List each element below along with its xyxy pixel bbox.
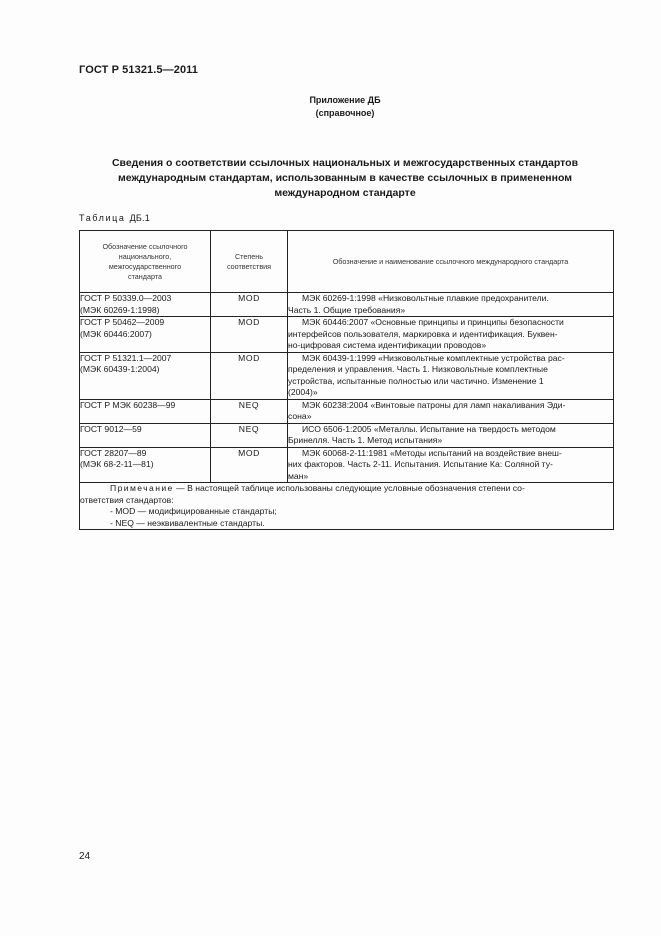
standard-text: ГОСТ Р 51321.1—2007 bbox=[80, 352, 172, 363]
standard-cell bbox=[80, 352, 211, 399]
international-text: (2004)» bbox=[288, 387, 318, 397]
international-text: МЭК 60238:2004 «Винтовые патроны для ламп накаливания Эди- bbox=[302, 399, 566, 410]
international-text: МЭК 60439-1:1999 «Низковольтные комплектные устройства рас- bbox=[302, 352, 565, 363]
table-caption-word: Таблица bbox=[79, 213, 126, 223]
document-title bbox=[90, 156, 600, 201]
international-text: них факторов. Часть 2-11. Испытания. Испытание Ка: Соляной ту- bbox=[288, 459, 553, 469]
header-text: межгосударственного bbox=[108, 261, 182, 271]
table-row bbox=[80, 423, 614, 447]
note-text-continued: ответствия стандартов: bbox=[80, 494, 174, 505]
standard-cell bbox=[80, 293, 211, 317]
standard-text: (МЭК 60446:2007) bbox=[80, 328, 152, 339]
standard-text: (МЭК 68-2-11—81) bbox=[80, 459, 154, 469]
table-header-row bbox=[80, 231, 614, 293]
international-text: интерфейсов пользователя, маркировка и идентификация. Буквен- bbox=[288, 328, 558, 339]
title-line: международном стандарте bbox=[274, 187, 416, 199]
table-caption-number: ДБ.1 bbox=[129, 213, 150, 223]
header-text: Степень bbox=[234, 251, 263, 261]
header-text: стандарта bbox=[127, 271, 162, 281]
standard-text: ГОСТ Р 50462—2009 bbox=[80, 317, 165, 327]
standard-cell bbox=[80, 423, 211, 447]
degree-cell: NEQ bbox=[211, 423, 288, 447]
international-cell bbox=[288, 399, 614, 423]
international-text: ман» bbox=[288, 470, 309, 481]
standard-text: (МЭК 60439-1:2004) bbox=[80, 364, 160, 374]
international-text: Бринелля. Часть 1. Метод испытания» bbox=[288, 435, 443, 445]
standard-text: ГОСТ 28207—89 bbox=[80, 447, 147, 458]
note-text: — В настоящей таблице использованы следующие условные обозначения степени со- bbox=[173, 483, 525, 493]
title-line: Сведения о соответствии ссылочных национальных и межгосударственных стандартов bbox=[111, 157, 579, 169]
table-note-row bbox=[80, 483, 614, 530]
header-degree bbox=[211, 231, 288, 293]
appendix-subtitle: (справочное) bbox=[315, 108, 375, 118]
standard-text: ГОСТ Р МЭК 60238—99 bbox=[80, 399, 176, 410]
standard-text: ГОСТ Р 50339.0—2003 bbox=[80, 293, 172, 303]
international-text: МЭК 60068-2-11:1981 «Методы испытаний на воздействие внеш- bbox=[302, 447, 562, 458]
international-text: пределения и управления. Часть 1. Низковольтные комплектные bbox=[288, 364, 548, 374]
standard-text: ГОСТ 9012—59 bbox=[80, 423, 142, 434]
table-row bbox=[80, 352, 614, 399]
international-text: но-цифровая система идентификации проводов» bbox=[288, 340, 487, 350]
header-text: национального, bbox=[118, 251, 172, 261]
title-line: международным стандартам, использованным в качестве ссылочных в примененном bbox=[117, 172, 573, 184]
correspondence-table bbox=[79, 230, 614, 530]
document-header: ГОСТ Р 51321.5—2011 bbox=[79, 64, 199, 76]
international-cell bbox=[288, 447, 614, 483]
standard-text: (МЭК 60269-1:1998) bbox=[80, 304, 160, 315]
standard-cell bbox=[80, 447, 211, 483]
international-text: МЭК 60446:2007 «Основные принципы и принципы безопасности bbox=[302, 317, 564, 327]
appendix-heading bbox=[280, 94, 410, 120]
degree-cell: MOD bbox=[211, 352, 288, 399]
note-item: - NEQ — неэквивалентные стандарты. bbox=[110, 517, 265, 528]
international-cell bbox=[288, 293, 614, 317]
international-text: Часть 1. Общие требования» bbox=[288, 304, 406, 315]
international-text: МЭК 60269-1:1998 «Низковольтные плавкие предохранители. bbox=[302, 293, 549, 303]
note-first-line bbox=[80, 483, 613, 495]
header-text: Обозначение и наименование ссылочного международного стандарта bbox=[332, 256, 569, 266]
international-cell bbox=[288, 423, 614, 447]
note-label: Примечание bbox=[110, 483, 174, 493]
standard-cell bbox=[80, 317, 211, 353]
degree-cell: MOD bbox=[211, 317, 288, 353]
table-row bbox=[80, 317, 614, 353]
table-note bbox=[80, 483, 614, 530]
international-cell bbox=[288, 317, 614, 353]
header-international bbox=[288, 231, 614, 293]
degree-cell: MOD bbox=[211, 293, 288, 317]
degree-cell: MOD bbox=[211, 447, 288, 483]
note-item: - MOD — модифицированные стандарты; bbox=[110, 506, 277, 516]
table-row bbox=[80, 399, 614, 423]
header-standard bbox=[80, 231, 211, 293]
international-cell bbox=[288, 352, 614, 399]
header-text: соответствия bbox=[226, 261, 272, 271]
table-caption bbox=[79, 213, 150, 223]
table-row bbox=[80, 447, 614, 483]
appendix-title: Приложение ДБ bbox=[309, 95, 381, 105]
international-text: устройства, испытанные полностью или частично. Изменение 1 bbox=[288, 375, 544, 386]
table-row bbox=[80, 293, 614, 317]
international-text: сона» bbox=[288, 411, 312, 421]
page-number: 24 bbox=[79, 851, 91, 862]
international-text: ИСО 6506-1:2005 «Металлы. Испытание на твердость методом bbox=[302, 423, 556, 434]
standard-cell bbox=[80, 399, 211, 423]
degree-cell: NEQ bbox=[211, 399, 288, 423]
header-text: Обозначение ссылочного bbox=[102, 241, 188, 251]
